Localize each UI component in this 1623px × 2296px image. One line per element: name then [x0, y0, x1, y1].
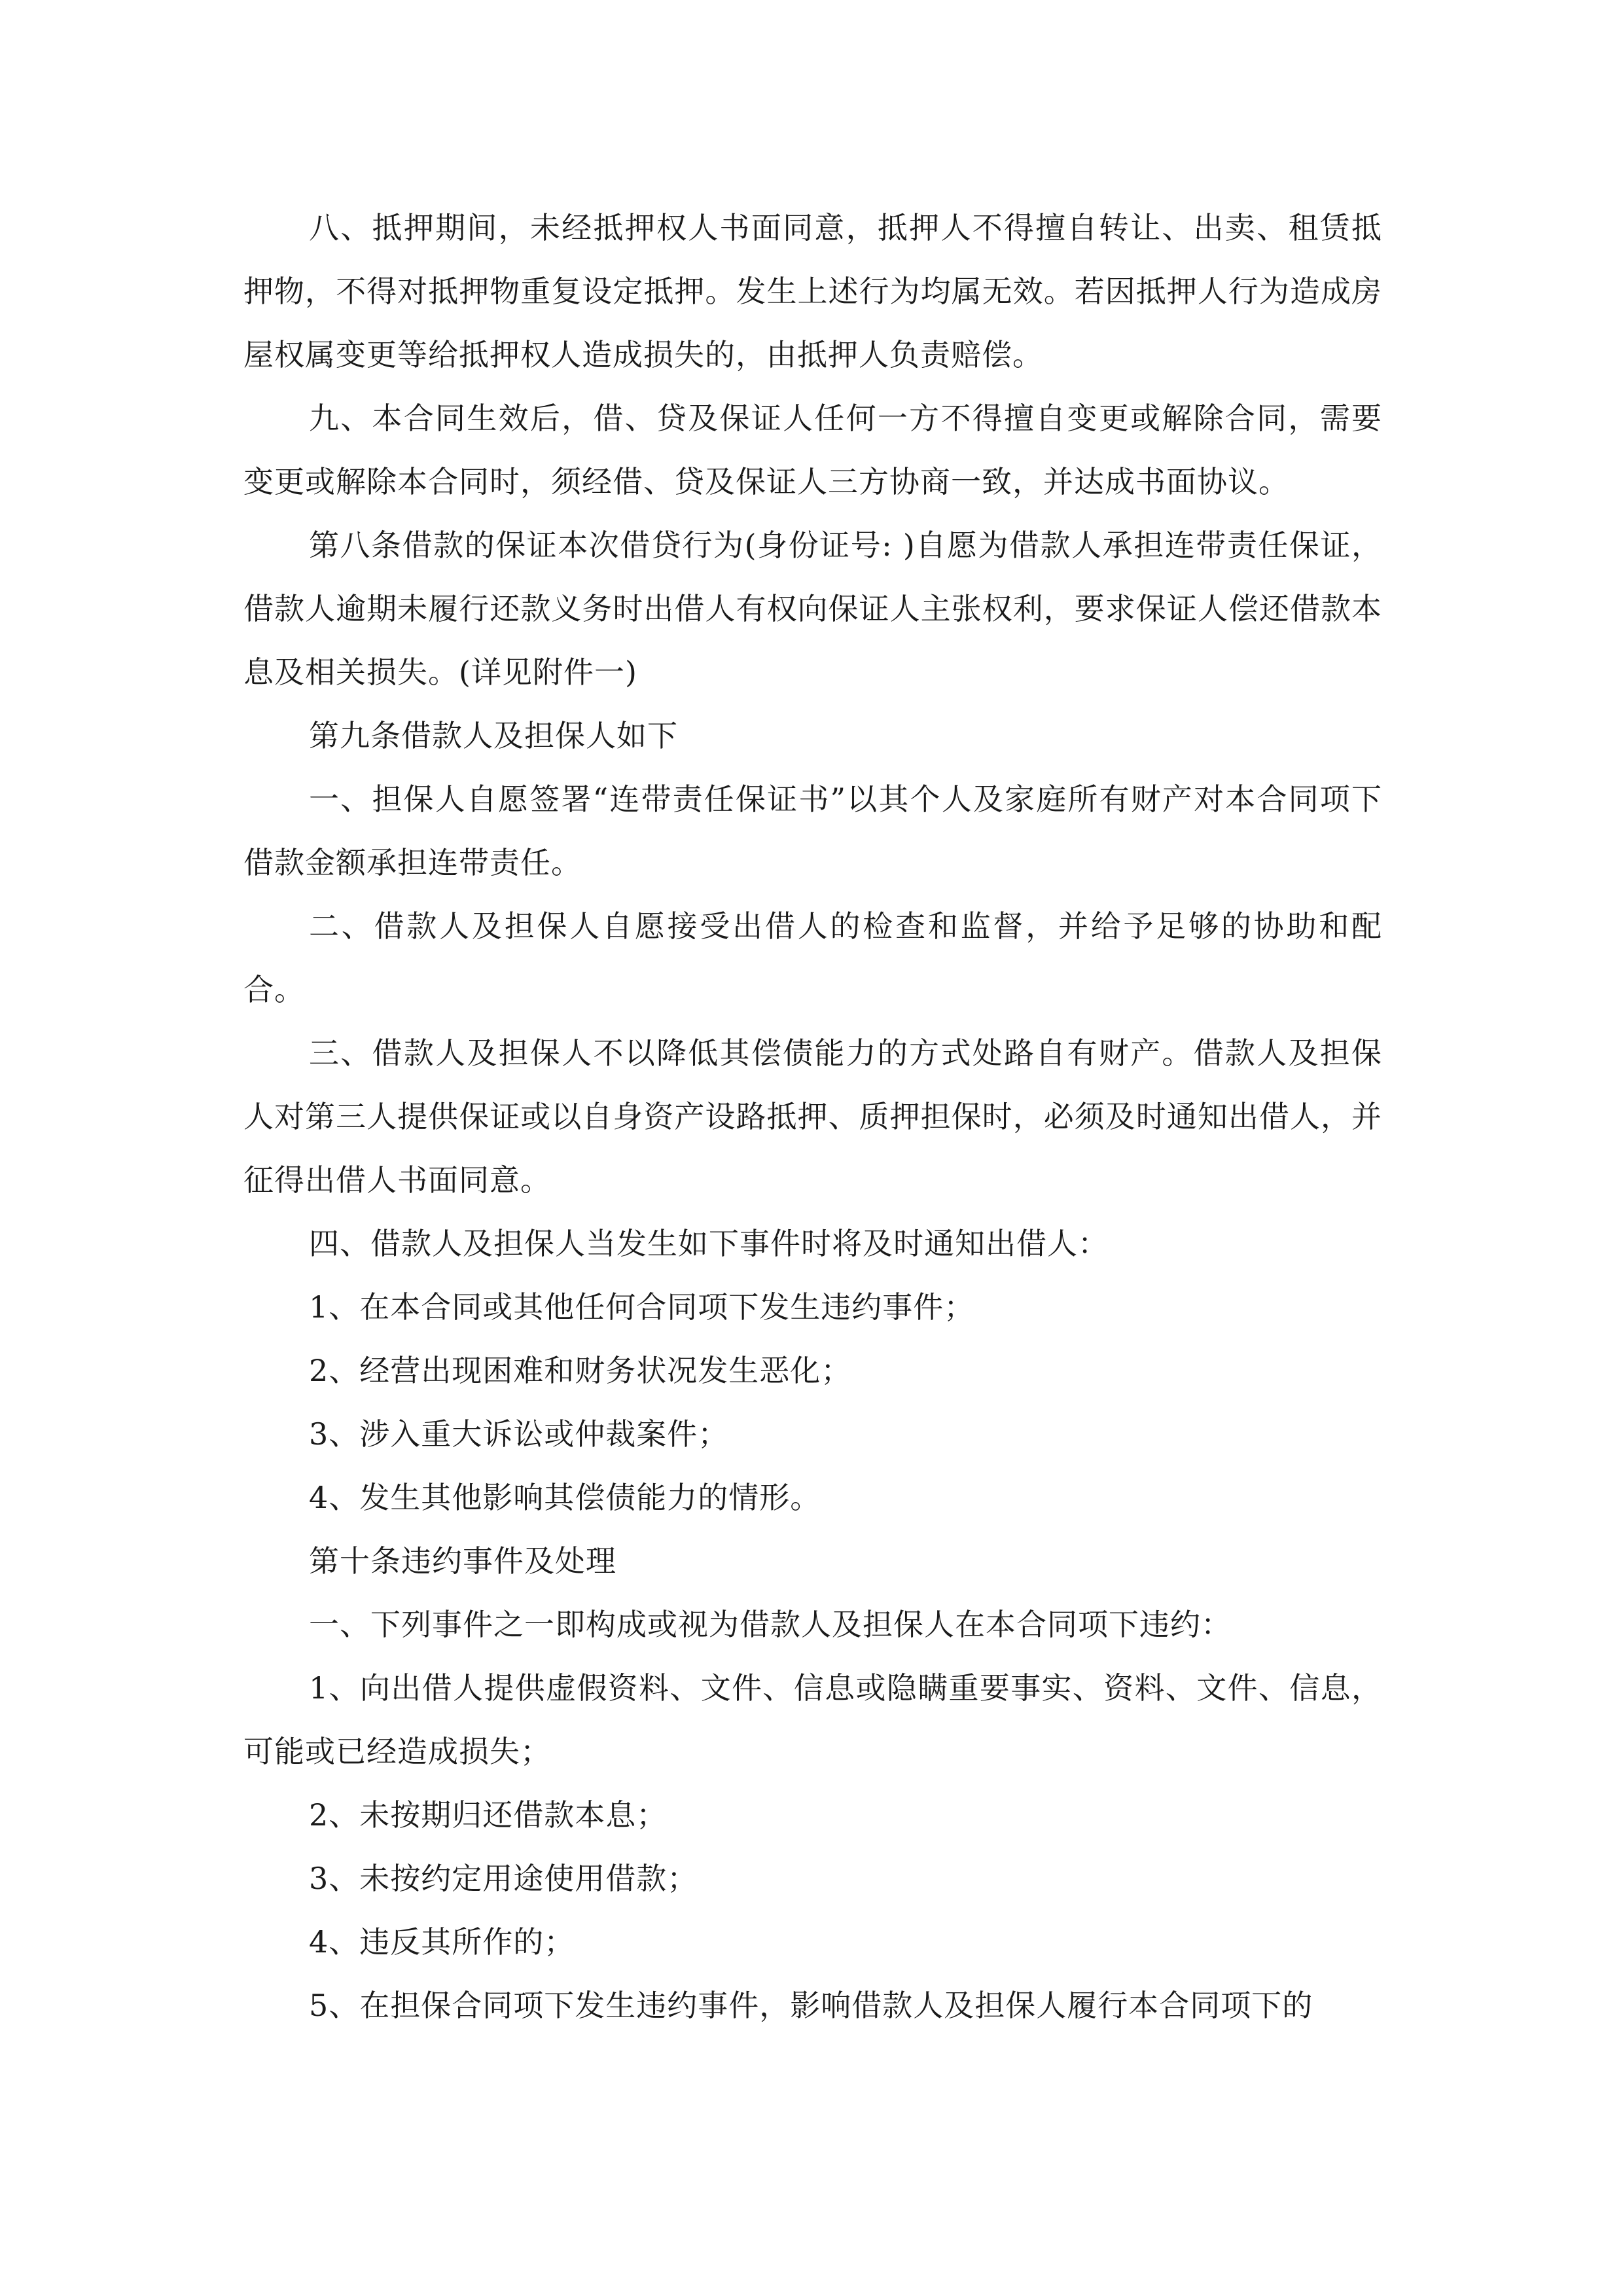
- list-item-default-5: 5、在担保合同项下发生违约事件，影响借款人及担保人履行本合同项下的: [309, 1988, 1313, 2023]
- paragraph-article-9-heading: 第九条借款人及担保人如下: [309, 718, 678, 753]
- paragraph-default-events: 一、下列事件之一即构成或视为借款人及担保人在本合同项下违约：: [309, 1607, 1232, 1642]
- list-item-event-3: 3、涉入重大诉讼或仲裁案件；: [309, 1416, 729, 1452]
- paragraph-asset-disposal: 三、借款人及担保人不以降低其偿债能力的方式处路自有财产。借款人及担保人对第三人提供保证或以自身资产设路抵押、质押担保时，必须及时通知出借人，并征得出借人书面同意。: [243, 1035, 1382, 1198]
- list-item-event-2: 2、经营出现困难和财务状况发生恶化；: [309, 1353, 852, 1388]
- paragraph-mortgage-restriction: 八、抵押期间，未经抵押权人书面同意，抵押人不得擅自转让、出卖、租赁抵押物，不得对抵押物重复设定抵押。发生上述行为均属无效。若因抵押人行为造成房屋权属变更等给抵押权人造成损失的，由抵押人负责赔偿。: [243, 210, 1382, 372]
- paragraph-article-8-guarantee: 第八条借款的保证本次借贷行为(身份证号: )自愿为借款人承担连带责任保证，借款人逾期未履行还款义务时出借人有权向保证人主张权利，要求保证人偿还借款本息及相关损失。(详见附件一): [243, 528, 1382, 690]
- paragraph-guarantor-liability: 一、担保人自愿签署“连带责任保证书”以其个人及家庭所有财产对本合同项下借款金额承担连带责任。: [243, 781, 1382, 880]
- paragraph-inspection-supervision: 二、借款人及担保人自愿接受出借人的检查和监督，并给予足够的协助和配合。: [243, 908, 1382, 1007]
- paragraph-contract-modification: 九、本合同生效后，借、贷及保证人任何一方不得擅自变更或解除合同，需要变更或解除本合同时，须经借、贷及保证人三方协商一致，并达成书面协议。: [243, 401, 1382, 499]
- list-item-default-3: 3、未按约定用途使用借款；: [309, 1861, 698, 1896]
- list-item-default-4: 4、违反其所作的；: [309, 1924, 575, 1960]
- document-body: [243, 196, 1382, 2037]
- list-item-default-2: 2、未按期归还借款本息；: [309, 1797, 668, 1833]
- list-item-default-1: 1、向出借人提供虚假资料、文件、信息或隐瞒重要事实、资料、文件、信息，可能或已经造成损失；: [243, 1670, 1382, 1769]
- paragraph-notification-events: 四、借款人及担保人当发生如下事件时将及时通知出借人：: [309, 1226, 1109, 1261]
- paragraph-article-10-heading: 第十条违约事件及处理: [309, 1543, 616, 1579]
- list-item-event-4: 4、发生其他影响其偿债能力的情形。: [309, 1480, 821, 1515]
- list-item-event-1: 1、在本合同或其他任何合同项下发生违约事件；: [309, 1289, 975, 1325]
